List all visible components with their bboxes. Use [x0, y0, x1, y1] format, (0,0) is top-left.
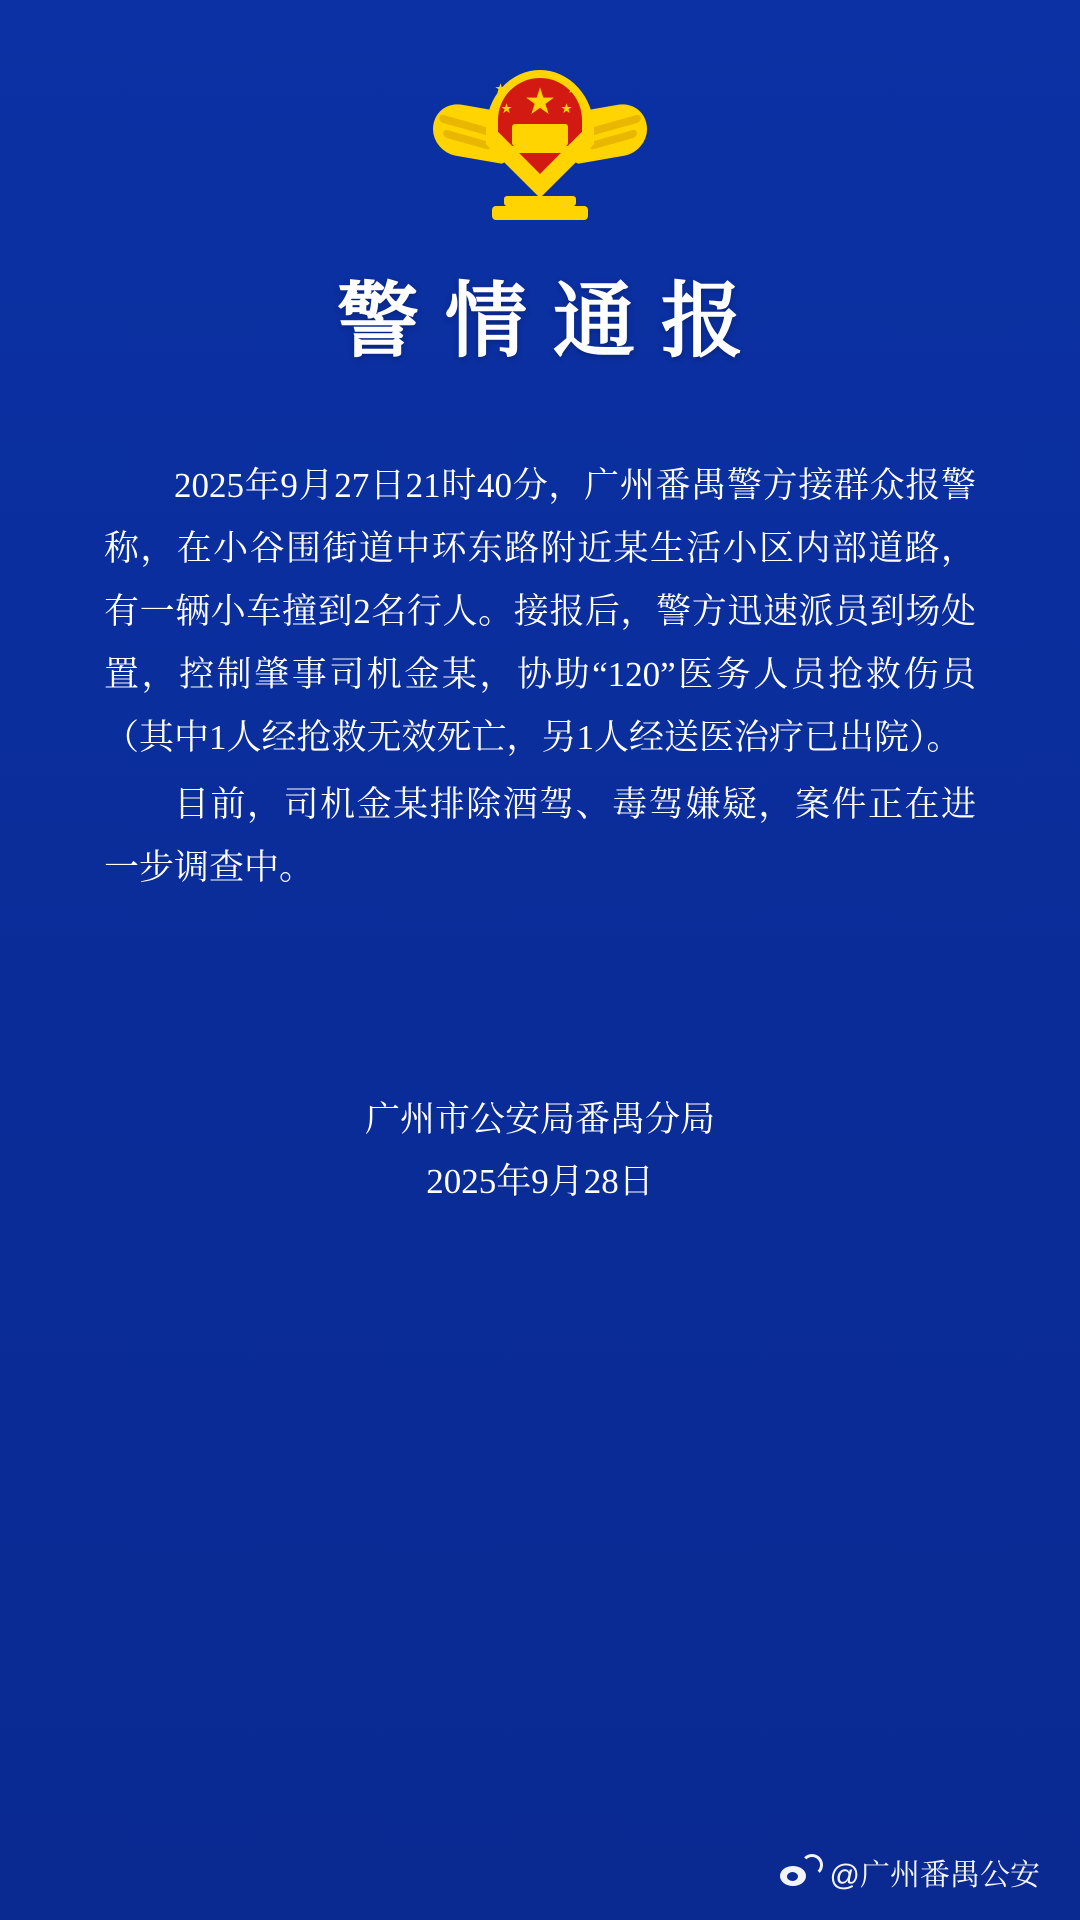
- emblem-container: [0, 62, 1080, 222]
- notice-paragraph-1: 2025年9月27日21时40分，广州番禺警方接群众报警称，在小谷围街道中环东路附近某生活小区内部道路，有一辆小车撞到2名行人。接报后，警方迅速派员到场处置，控制肇事司机金某，协助“120”医务人员抢救伤员（其中1人经抢救无效死亡，另1人经送医治疗已出院）。: [104, 465, 976, 757]
- badge-base: [492, 206, 588, 220]
- weibo-icon: [778, 1852, 818, 1892]
- badge-star-small-4: ★: [561, 103, 572, 115]
- weibo-watermark: [778, 1850, 1040, 1894]
- badge-star-small-2: ★: [567, 83, 578, 95]
- notice-body: [104, 454, 976, 899]
- issuing-authority: 广州市公安局番禺分局: [364, 1099, 715, 1139]
- badge-star-small-1: ★: [495, 83, 506, 95]
- issue-date: 2025年9月28日: [426, 1161, 654, 1201]
- weibo-handle: @广州番禺公安: [829, 1859, 1040, 1892]
- signature-block: [0, 1089, 1080, 1213]
- badge-star-small-3: ★: [501, 103, 512, 115]
- badge-star-large: ★: [525, 86, 555, 119]
- badge-tiananmen-gate: [512, 124, 568, 146]
- china-police-badge-icon: [435, 62, 645, 222]
- page-title: 警情通报: [336, 276, 769, 367]
- notice-paragraph-2: 目前，司机金某排除酒驾、毒驾嫌疑，案件正在进一步调查中。: [104, 784, 976, 887]
